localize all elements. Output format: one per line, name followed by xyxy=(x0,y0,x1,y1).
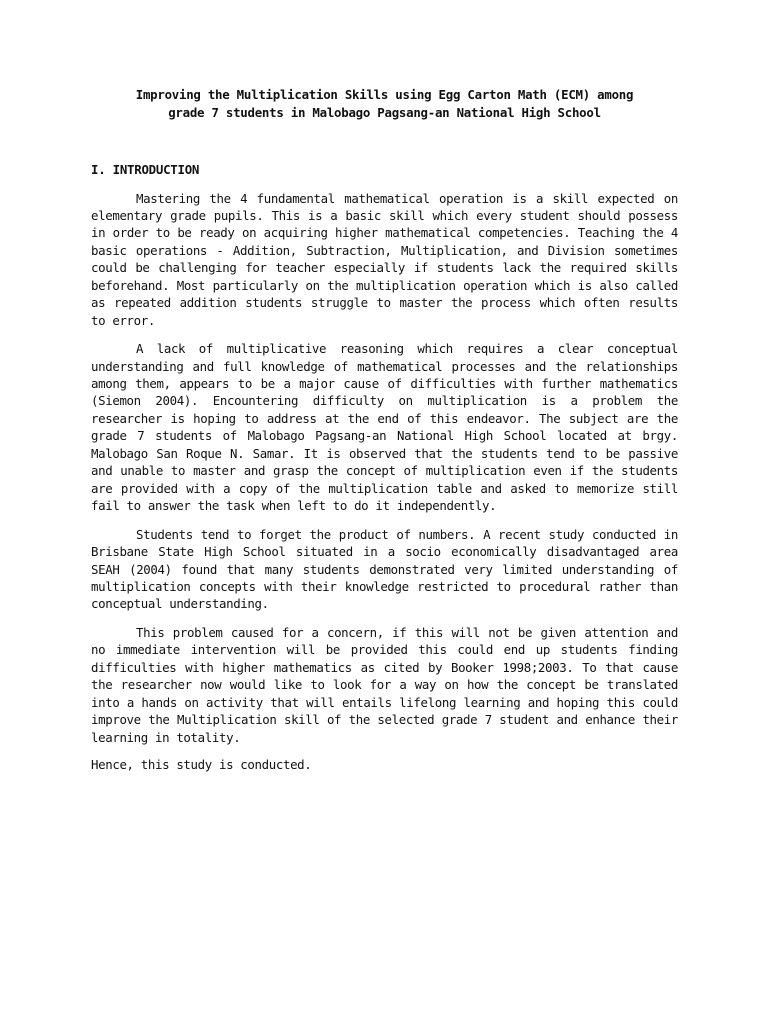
section-heading: I. INTRODUCTION xyxy=(91,162,200,177)
title-line-2: grade 7 students in Malobago Pagsang-an National High School xyxy=(168,104,601,120)
paragraph-4: This problem caused for a concern, if this will not be given attention and no immediate intervention will be provided this could end up students finding difficulties with higher mathematics as cited by Booker 1998;2003. To that cause the researcher now would like to look for a way on how the concept be translated into a hands on activity that will entails lifelong learning and hoping this could improve the Multiplication skill of the selected grade 7 student and enhance their learning in totality. xyxy=(91,624,678,745)
document-title xyxy=(91,86,678,121)
paragraph-2: A lack of multiplicative reasoning which requires a clear conceptual understanding and full knowledge of mathematical processes and the relationships among them, appears to be a major cause of difficulties with further mathematics (Siemon 2004). Encountering difficulty on multiplication is a problem the researcher is hoping to address at the end of this endeavor. The subject are the grade 7 students of Malobago Pagsang-an National High School located at brgy. Malobago San Roque N. Samar. It is observed that the students tend to be passive and unable to master and grasp the concept of multiplication even if the students are provided with a copy of the multiplication table and asked to memorize still fail to answer the task when left to do it independently. xyxy=(91,341,678,514)
paragraph-3: Students tend to forget the product of numbers. A recent study conducted in Brisbane State High School situated in a socio economically disadvantaged area SEAH (2004) found that many students demonstrated very limited understanding of multiplication concepts with their knowledge restricted to procedural rather than conceptual understanding. xyxy=(91,526,678,612)
title-line-1: Improving the Multiplication Skills using Egg Carton Math (ECM) among xyxy=(135,87,634,102)
document-page xyxy=(91,86,678,774)
paragraph-1: Mastering the 4 fundamental mathematical operation is a skill expected on elementary grade pupils. This is a basic skill which every student should possess in order to be ready on acquiring higher mathematical competencies. Teaching the 4 basic operations - Addition, Subtraction, Multiplication, and Division sometimes could be challenging for teacher especially if students lack the required skills beforehand. Most particularly on the multiplication operation which is also called as repeated addition students struggle to master the process which often results to error. xyxy=(91,190,678,328)
closing-sentence: Hence, this study is conducted. xyxy=(91,757,312,773)
